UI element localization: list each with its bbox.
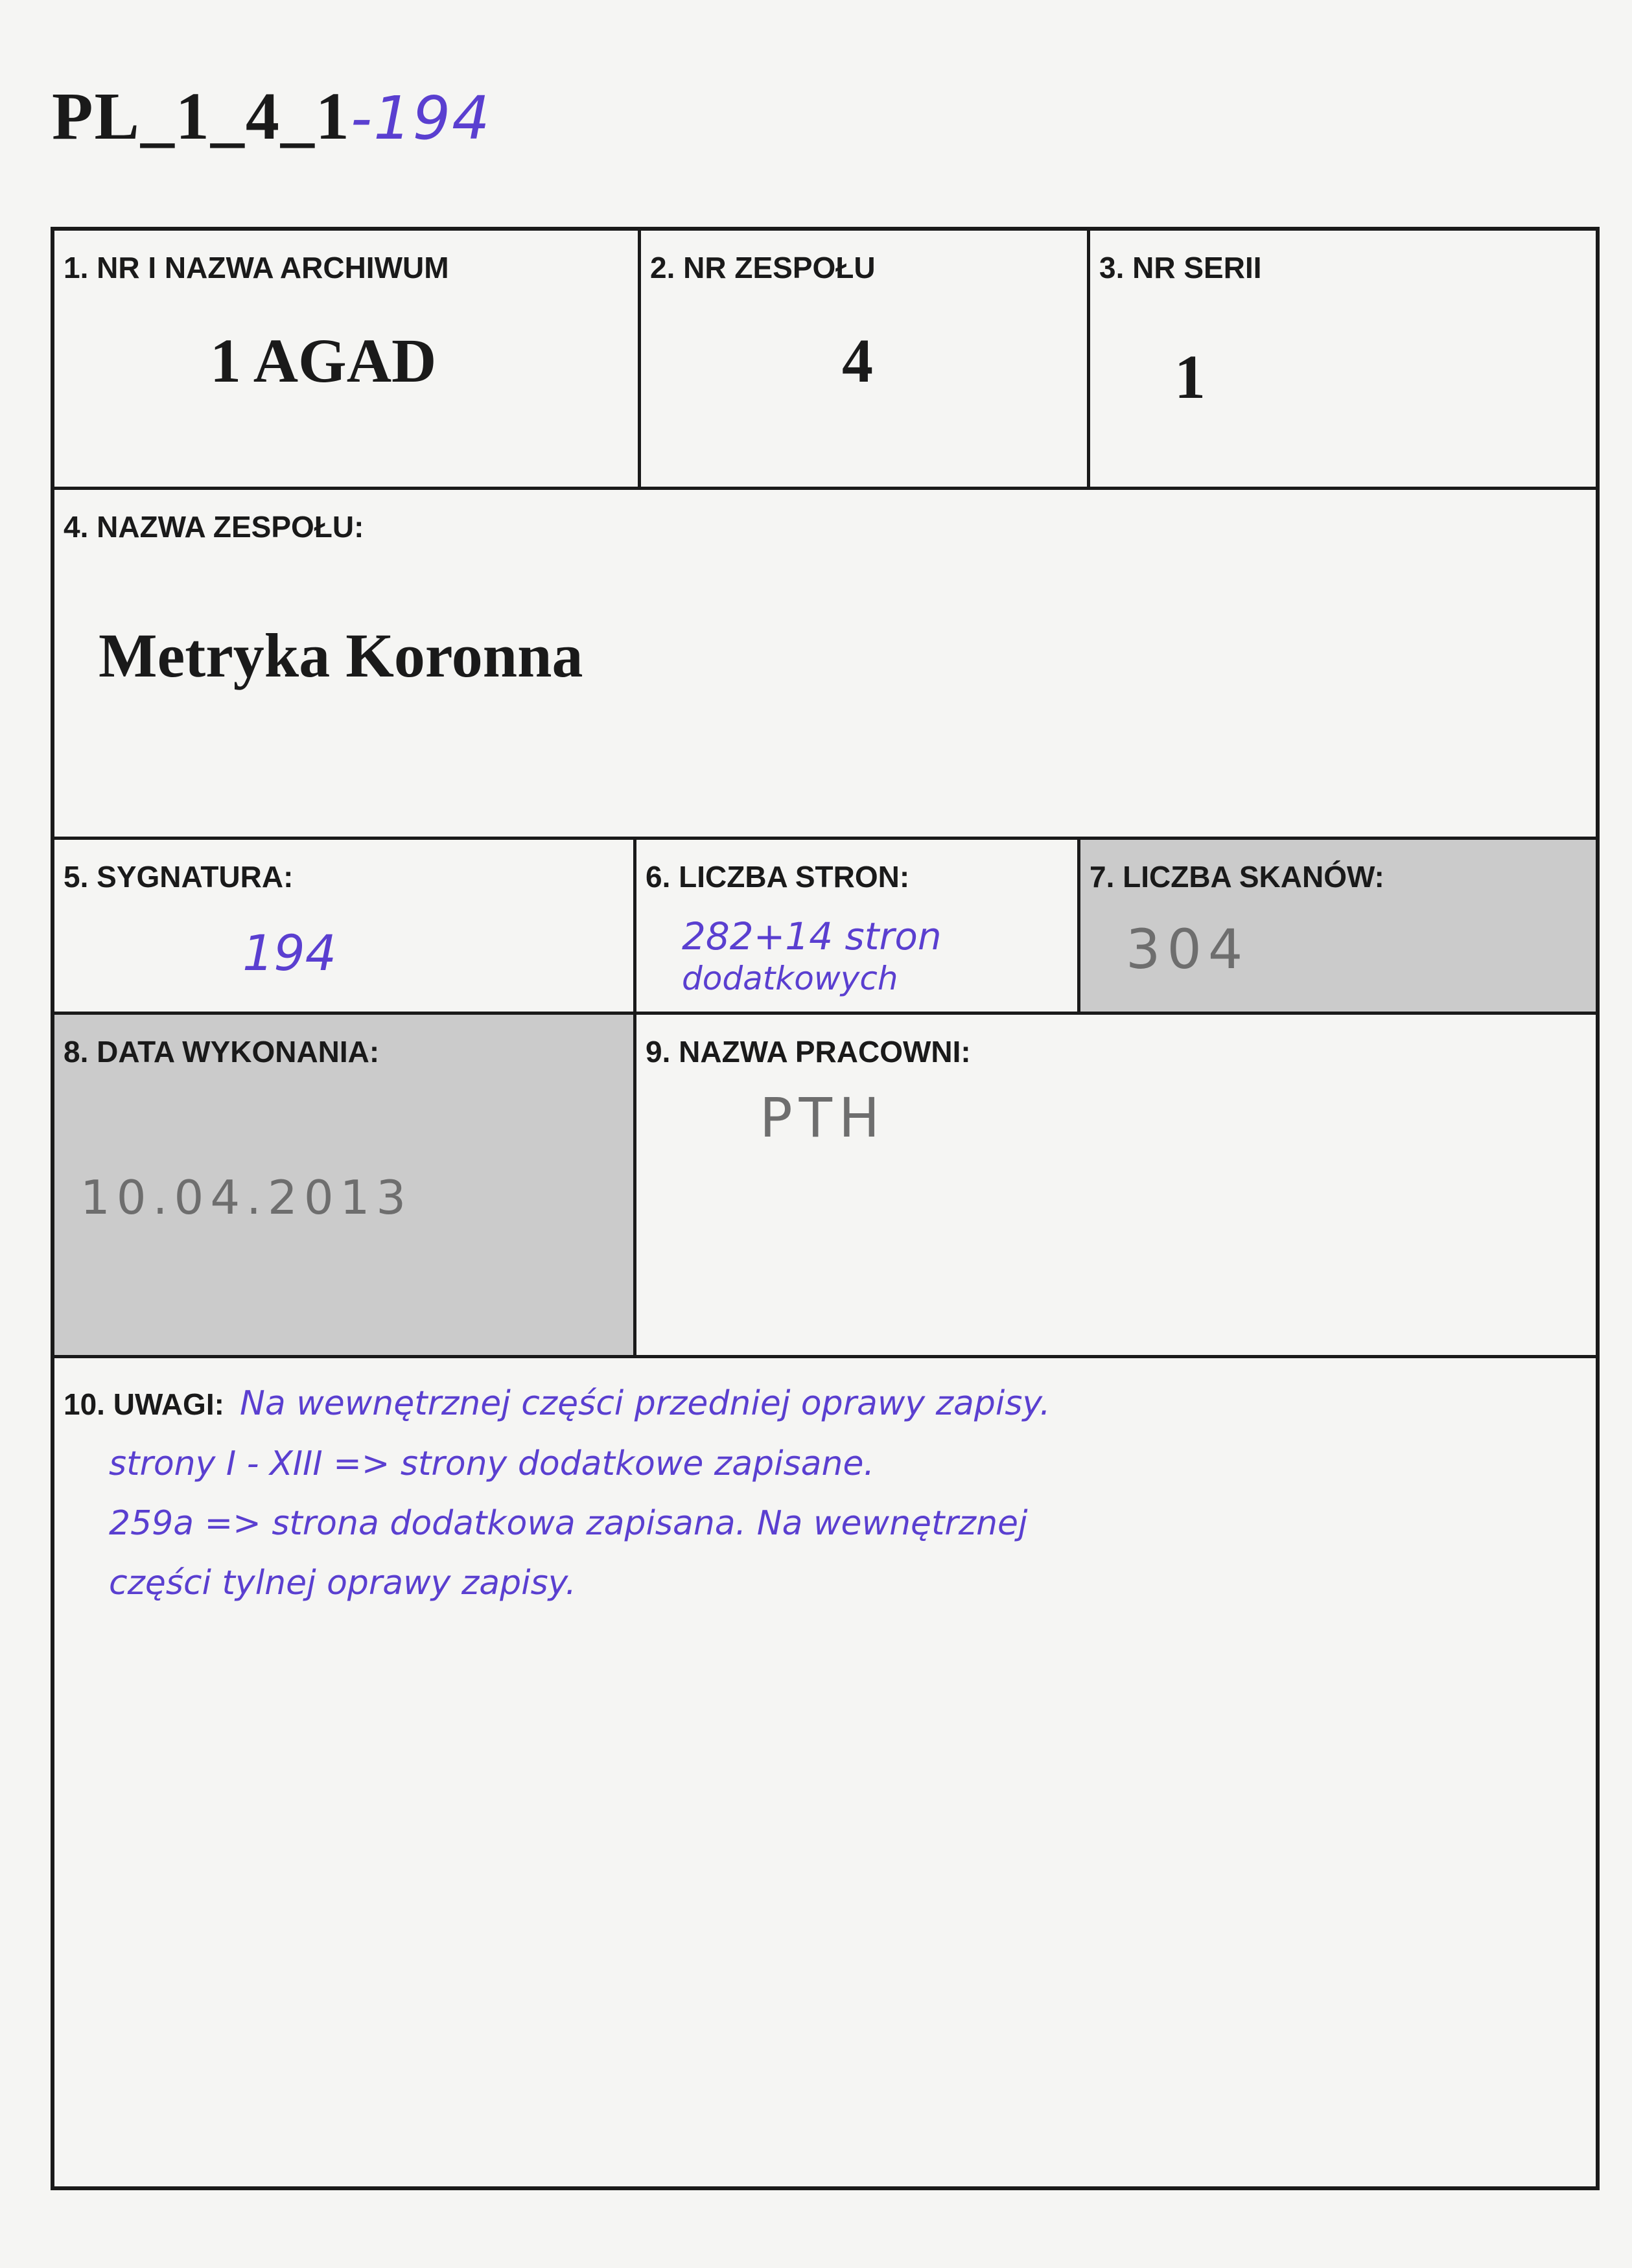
series-number-label: 3. NR SERII — [1099, 251, 1262, 284]
series-number-cell — [1090, 231, 1596, 490]
scan-count-value: 304 — [1126, 918, 1250, 981]
fonds-name-cell — [54, 490, 1596, 840]
notes-content — [64, 1374, 1576, 1613]
page-count-label: 6. LICZBA STRON: — [646, 860, 910, 894]
page-count-cell — [636, 840, 1080, 1015]
fonds-number-label: 2. NR ZESPOŁU — [650, 251, 876, 284]
page-count-value-line1: 282+14 stron — [682, 914, 942, 958]
handwritten-suffix: -194 — [350, 84, 491, 153]
printed-id: PL_1_4_1 — [52, 79, 351, 154]
fonds-number-value: 4 — [842, 326, 873, 395]
notes-label: 10. UWAGI: — [64, 1387, 224, 1421]
signature-cell — [54, 840, 636, 1015]
page-identifier — [52, 78, 491, 155]
notes-cell — [54, 1358, 1596, 2186]
notes-line-4: części tylnej oprawy zapisy. — [109, 1564, 576, 1603]
notes-line-3: 259a => strona dodatkowa zapisana. Na wewnętrznej — [109, 1504, 1028, 1543]
signature-label: 5. SYGNATURA: — [64, 860, 294, 894]
archive-value: 1 AGAD — [210, 326, 437, 395]
archive-form — [51, 227, 1600, 2190]
signature-value: 194 — [242, 924, 337, 982]
date-label: 8. DATA WYKONANIA: — [64, 1035, 380, 1069]
fonds-number-cell — [641, 231, 1090, 490]
date-value: 10.04.2013 — [80, 1170, 413, 1225]
studio-label: 9. NAZWA PRACOWNI: — [646, 1035, 971, 1069]
scan-count-label: 7. LICZBA SKANÓW: — [1090, 860, 1384, 894]
notes-line-1: Na wewnętrznej części przedniej oprawy zapisy. — [239, 1384, 1051, 1423]
studio-value: PTH — [760, 1086, 887, 1150]
fonds-name-value: Metryka Koronna — [99, 621, 583, 690]
date-cell — [54, 1015, 636, 1358]
series-number-value: 1 — [1174, 342, 1206, 411]
scan-count-cell — [1080, 840, 1596, 1015]
fonds-name-label: 4. NAZWA ZESPOŁU: — [64, 510, 364, 544]
notes-line-2: strony I - XIII => strony dodatkowe zapisane. — [109, 1444, 874, 1483]
archive-label: 1. NR I NAZWA ARCHIWUM — [64, 251, 449, 284]
page-count-value-line2: dodatkowych — [682, 960, 898, 997]
archive-cell — [54, 231, 641, 490]
studio-cell — [636, 1015, 1596, 1358]
